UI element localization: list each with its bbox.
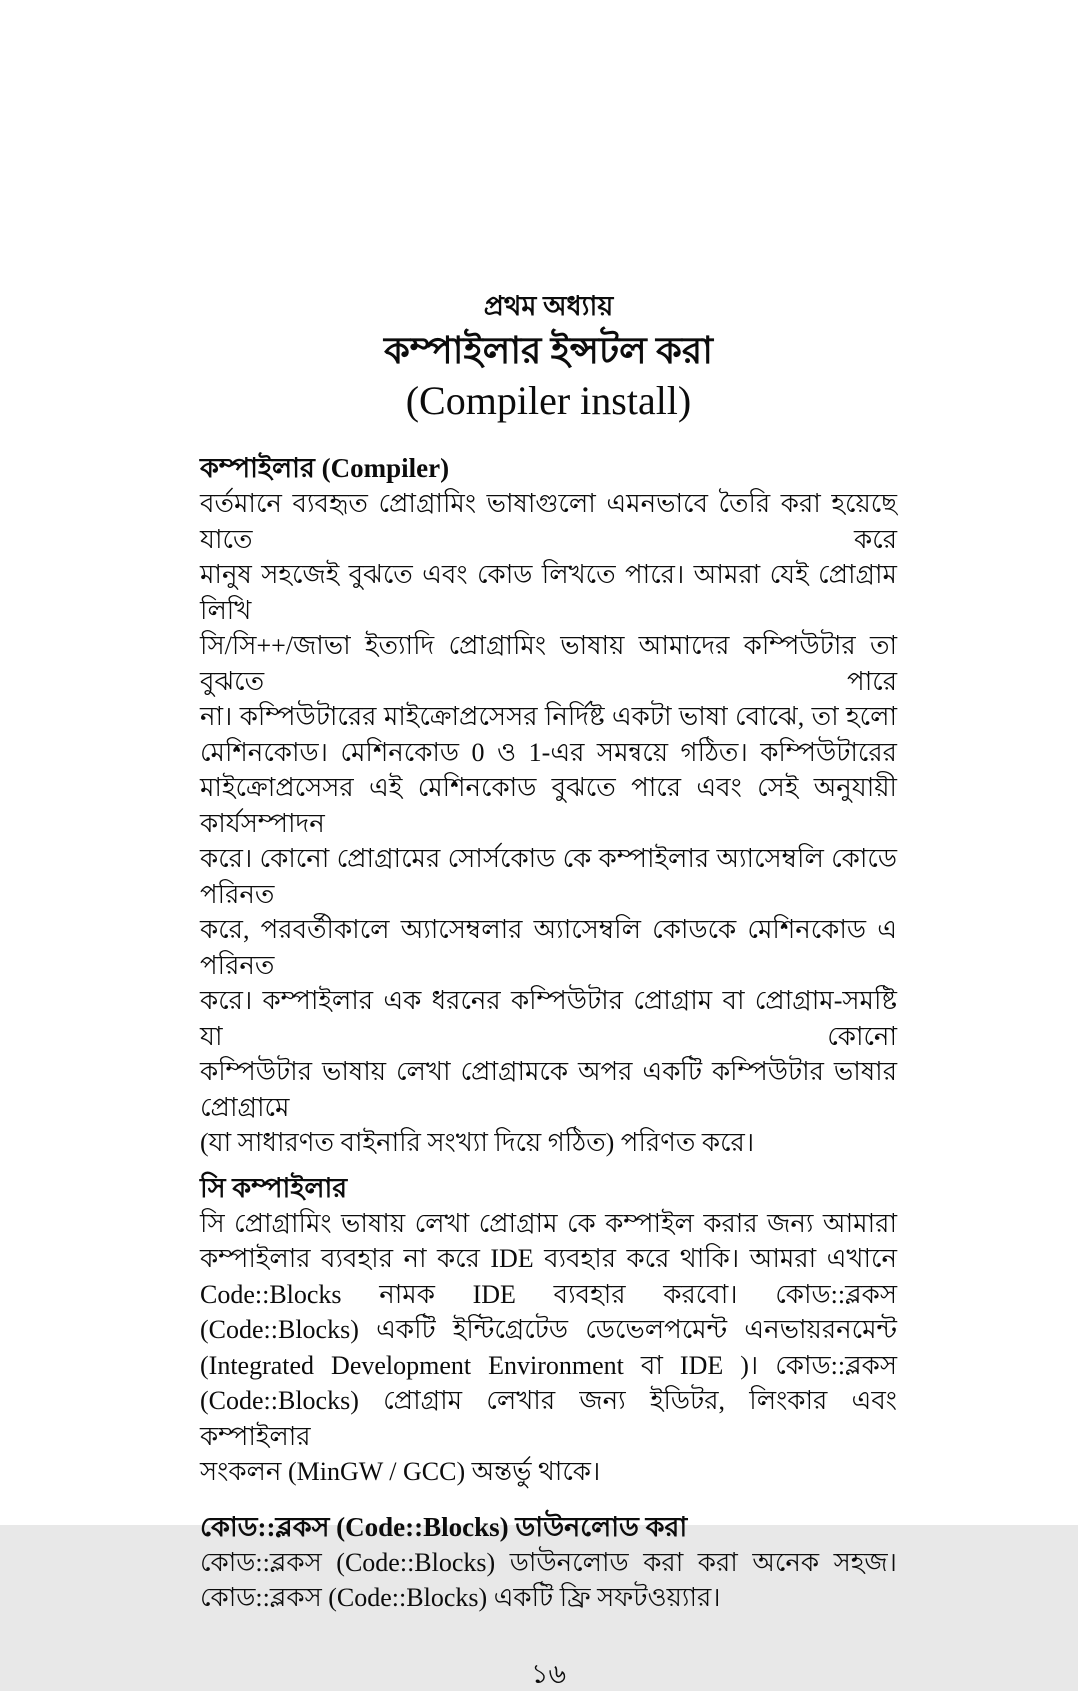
text-line: না। কম্পিউটারের মাইক্রোপ্রসেসর নির্দিষ্ট একটা ভাষা বোঝে, তা হলো bbox=[200, 702, 897, 731]
text-line: করে। কম্পাইলার এক ধরনের কম্পিউটার প্রোগ্রাম বা প্রোগ্রাম-সমষ্টি যা কোনো bbox=[200, 986, 897, 1051]
paragraph bbox=[200, 1545, 897, 1616]
text-line: সংকলন (MinGW / GCC) অন্তর্ভু থাকে। bbox=[200, 1457, 601, 1486]
text-line: কোড::ব্লকস (Code::Blocks) একটি ফ্রি সফটওয়্যার। bbox=[200, 1583, 721, 1612]
text-line: মাইক্রোপ্রসেসর এই মেশিনকোড বুঝতে পারে এবং সেই অনুযায়ী কার্যসম্পাদন bbox=[200, 773, 897, 838]
text-line: Code::Blocks নামক IDE ব্যবহার করবো। কোড::ব্লকস bbox=[200, 1279, 897, 1309]
section-heading: কম্পাইলার (Compiler) bbox=[200, 453, 450, 483]
text-line: (Code::Blocks) প্রোগ্রাম লেখার জন্য ইডিটর, লিংকার এবং কম্পাইলার bbox=[200, 1386, 897, 1451]
text-line: কম্পিউটার ভাষায় লেখা প্রোগ্রামকে অপর একটি কম্পিউটার ভাষার প্রোগ্রামে bbox=[200, 1057, 897, 1122]
chapter-label: প্রথম অধ্যায় bbox=[483, 291, 614, 321]
text-line: মেশিনকোড। মেশিনকোড 0 ও 1-এর সমন্বয়ে গঠিত। কম্পিউটারের bbox=[200, 737, 897, 767]
text-line: করে, পরবর্তীকালে অ্যাসেম্বলার অ্যাসেম্বলি কোডকে মেশিনকোড এ পরিনত bbox=[200, 915, 897, 980]
text-line: (Integrated Development Environment বা IDE )। কোড::ব্লকস bbox=[200, 1350, 897, 1380]
section-heading: কোড::ব্লকস (Code::Blocks) ডাউনলোড করা bbox=[200, 1511, 688, 1542]
text-line: কোড::ব্লকস (Code::Blocks) ডাউনলোড করা করা অনেক সহজ। bbox=[200, 1547, 897, 1577]
paragraph bbox=[200, 486, 897, 1161]
paragraph bbox=[200, 1206, 897, 1490]
text-line: সি প্রোগ্রামিং ভাষায় লেখা প্রোগ্রাম কে কম্পাইল করার জন্য আমারা bbox=[200, 1208, 897, 1238]
page-content bbox=[200, 0, 897, 1691]
text-line: সি/সি++/জাভা ইত্যাদি প্রোগ্রামিং ভাষায় আমাদের কম্পিউটার তা বুঝতে পারে bbox=[200, 631, 897, 696]
page-number: ১৬ bbox=[530, 1658, 567, 1689]
section-compiler bbox=[200, 451, 897, 1161]
section-heading: সি কম্পাইলার bbox=[200, 1172, 348, 1203]
text-line: (Code::Blocks) একটি ইন্টিগ্রেটেড ডেভেলপমেন্ট এনভায়রনমেন্ট bbox=[200, 1315, 897, 1344]
text-line: (যা সাধারণত বাইনারি সংখ্যা দিয়ে গঠিত) পরিণত করে। bbox=[200, 1128, 755, 1157]
chapter-title-bengali: কম্পাইলার ইন্সটল করা bbox=[384, 331, 713, 372]
section-codeblocks-download bbox=[200, 1510, 897, 1616]
text-line: বর্তমানে ব্যবহৃত প্রোগ্রামিং ভাষাগুলো এমনভাবে তৈরি করা হয়েছে যাতে করে bbox=[200, 489, 897, 554]
text-line: কম্পাইলার ব্যবহার না করে IDE ব্যবহার করে থাকি। আমরা এখানে bbox=[200, 1244, 897, 1273]
text-line: করে। কোনো প্রোগ্রামের সোর্সকোড কে কম্পাইলার অ্যাসেম্বলি কোডে পরিনত bbox=[200, 844, 897, 909]
chapter-title-english: (Compiler install) bbox=[405, 378, 692, 423]
section-c-compiler bbox=[200, 1171, 897, 1490]
text-line: মানুষ সহজেই বুঝতে এবং কোড লিখতে পারে। আমরা যেই প্রোগ্রাম লিখি bbox=[200, 560, 897, 625]
